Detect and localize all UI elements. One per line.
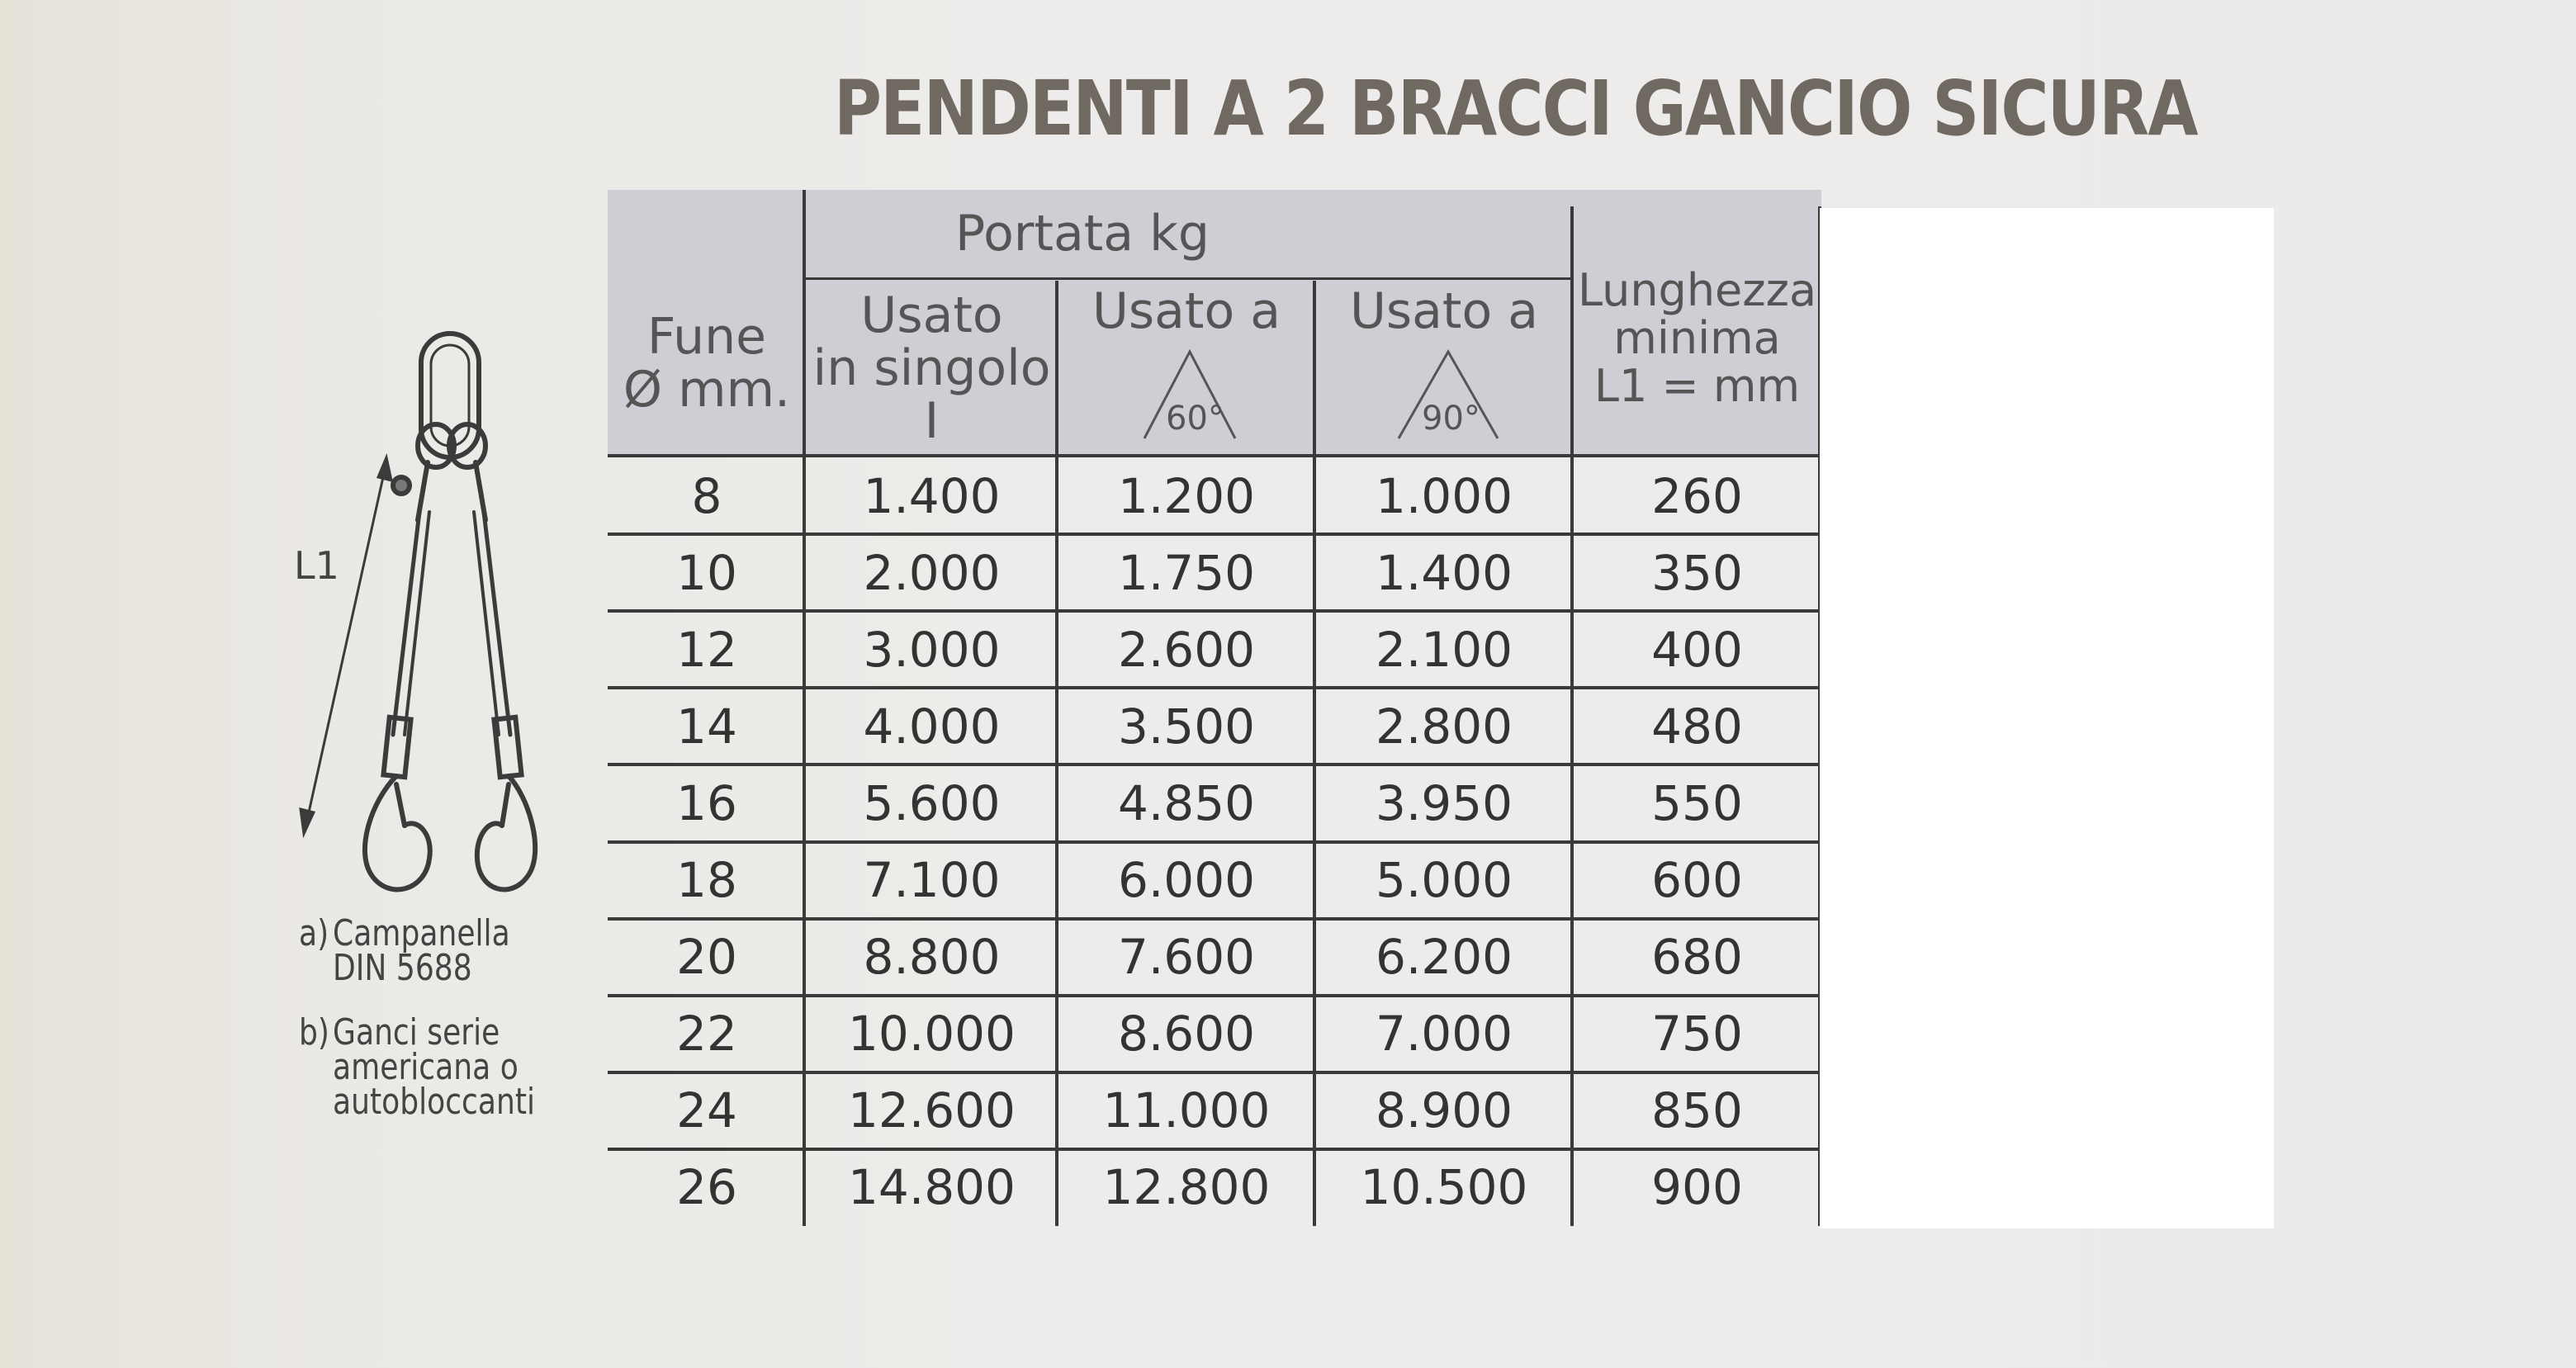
cell-diameter: 12 xyxy=(676,621,737,678)
cell-load: 7.000 xyxy=(1375,1006,1513,1063)
cell-diameter: 16 xyxy=(676,774,737,831)
cell-load: 8.600 xyxy=(1117,1006,1256,1063)
cell-load: 5.000 xyxy=(1375,852,1513,909)
cell-length: 550 xyxy=(1651,774,1743,831)
legend-key: b) xyxy=(299,1011,329,1053)
cell-diameter: 20 xyxy=(676,929,737,986)
cell-load: 4.000 xyxy=(863,698,1001,755)
legend-item-a xyxy=(299,912,510,989)
cell-load: 1.750 xyxy=(1117,544,1256,601)
legend-text: Ganci serie americana o autobloccanti xyxy=(333,1011,536,1123)
cell-load: 5.600 xyxy=(863,774,1001,831)
header-fune: Fune Ø mm. xyxy=(623,308,791,419)
header-a60: Usato a xyxy=(1091,282,1281,340)
cell-length: 260 xyxy=(1651,467,1743,524)
cell-load: 10.000 xyxy=(848,1006,1016,1063)
sling-diagram xyxy=(281,322,578,916)
cell-diameter: 26 xyxy=(676,1159,737,1216)
redaction-box xyxy=(1820,208,2274,1228)
cell-length: 600 xyxy=(1651,852,1743,909)
cell-load: 1.200 xyxy=(1117,467,1256,524)
cell-length: 850 xyxy=(1651,1082,1743,1139)
page-title: PENDENTI A 2 BRACCI GANCIO SICURA xyxy=(834,64,2197,153)
header-a90: Usato a xyxy=(1349,282,1539,340)
cell-load: 2.100 xyxy=(1375,621,1513,678)
cell-load: 3.000 xyxy=(863,621,1001,678)
cell-load: 6.000 xyxy=(1117,852,1256,909)
cell-length: 480 xyxy=(1651,698,1743,755)
header-singolo: Usato in singolo I xyxy=(812,286,1051,450)
cell-load: 2.600 xyxy=(1117,621,1256,678)
cell-load: 2.000 xyxy=(863,544,1001,601)
cell-length: 350 xyxy=(1651,544,1743,601)
cell-diameter: 22 xyxy=(676,1006,737,1063)
cell-load: 10.500 xyxy=(1360,1159,1528,1216)
cell-load: 1.400 xyxy=(863,467,1001,524)
cell-load: 8.800 xyxy=(863,929,1001,986)
cell-load: 2.800 xyxy=(1375,698,1513,755)
cell-length: 750 xyxy=(1651,1006,1743,1063)
cell-load: 3.950 xyxy=(1375,774,1513,831)
load-table xyxy=(608,190,1821,1226)
cell-load: 4.850 xyxy=(1117,774,1256,831)
cell-diameter: 14 xyxy=(676,698,737,755)
legend-key: a) xyxy=(299,912,329,954)
cell-load: 12.800 xyxy=(1102,1159,1271,1216)
cell-length: 680 xyxy=(1651,929,1743,986)
cell-length: 900 xyxy=(1651,1159,1743,1216)
cell-load: 1.000 xyxy=(1375,467,1513,524)
header-portata: Portata kg xyxy=(955,205,1210,263)
cell-load: 3.500 xyxy=(1117,698,1256,755)
cell-load: 12.600 xyxy=(848,1082,1016,1139)
length-label: L1 xyxy=(294,543,339,588)
angle-60-label: 60° xyxy=(1166,400,1224,438)
cell-load: 1.400 xyxy=(1375,544,1513,601)
cell-load: 6.200 xyxy=(1375,929,1513,986)
cell-length: 400 xyxy=(1651,621,1743,678)
cell-load: 8.900 xyxy=(1375,1082,1513,1139)
header-lunghezza: Lunghezza minima L1 = mm xyxy=(1577,264,1817,412)
cell-diameter: 24 xyxy=(676,1082,737,1139)
cell-load: 7.100 xyxy=(863,852,1001,909)
angle-90-label: 90° xyxy=(1422,400,1480,438)
cell-diameter: 10 xyxy=(676,544,737,601)
cell-diameter: 18 xyxy=(676,852,737,909)
cell-load: 7.600 xyxy=(1117,929,1256,986)
cell-diameter: 8 xyxy=(691,467,722,524)
cell-load: 14.800 xyxy=(848,1159,1016,1216)
legend-text: Campanella DIN 5688 xyxy=(333,912,510,989)
cell-load: 11.000 xyxy=(1102,1082,1271,1139)
legend-item-b xyxy=(299,1011,536,1123)
